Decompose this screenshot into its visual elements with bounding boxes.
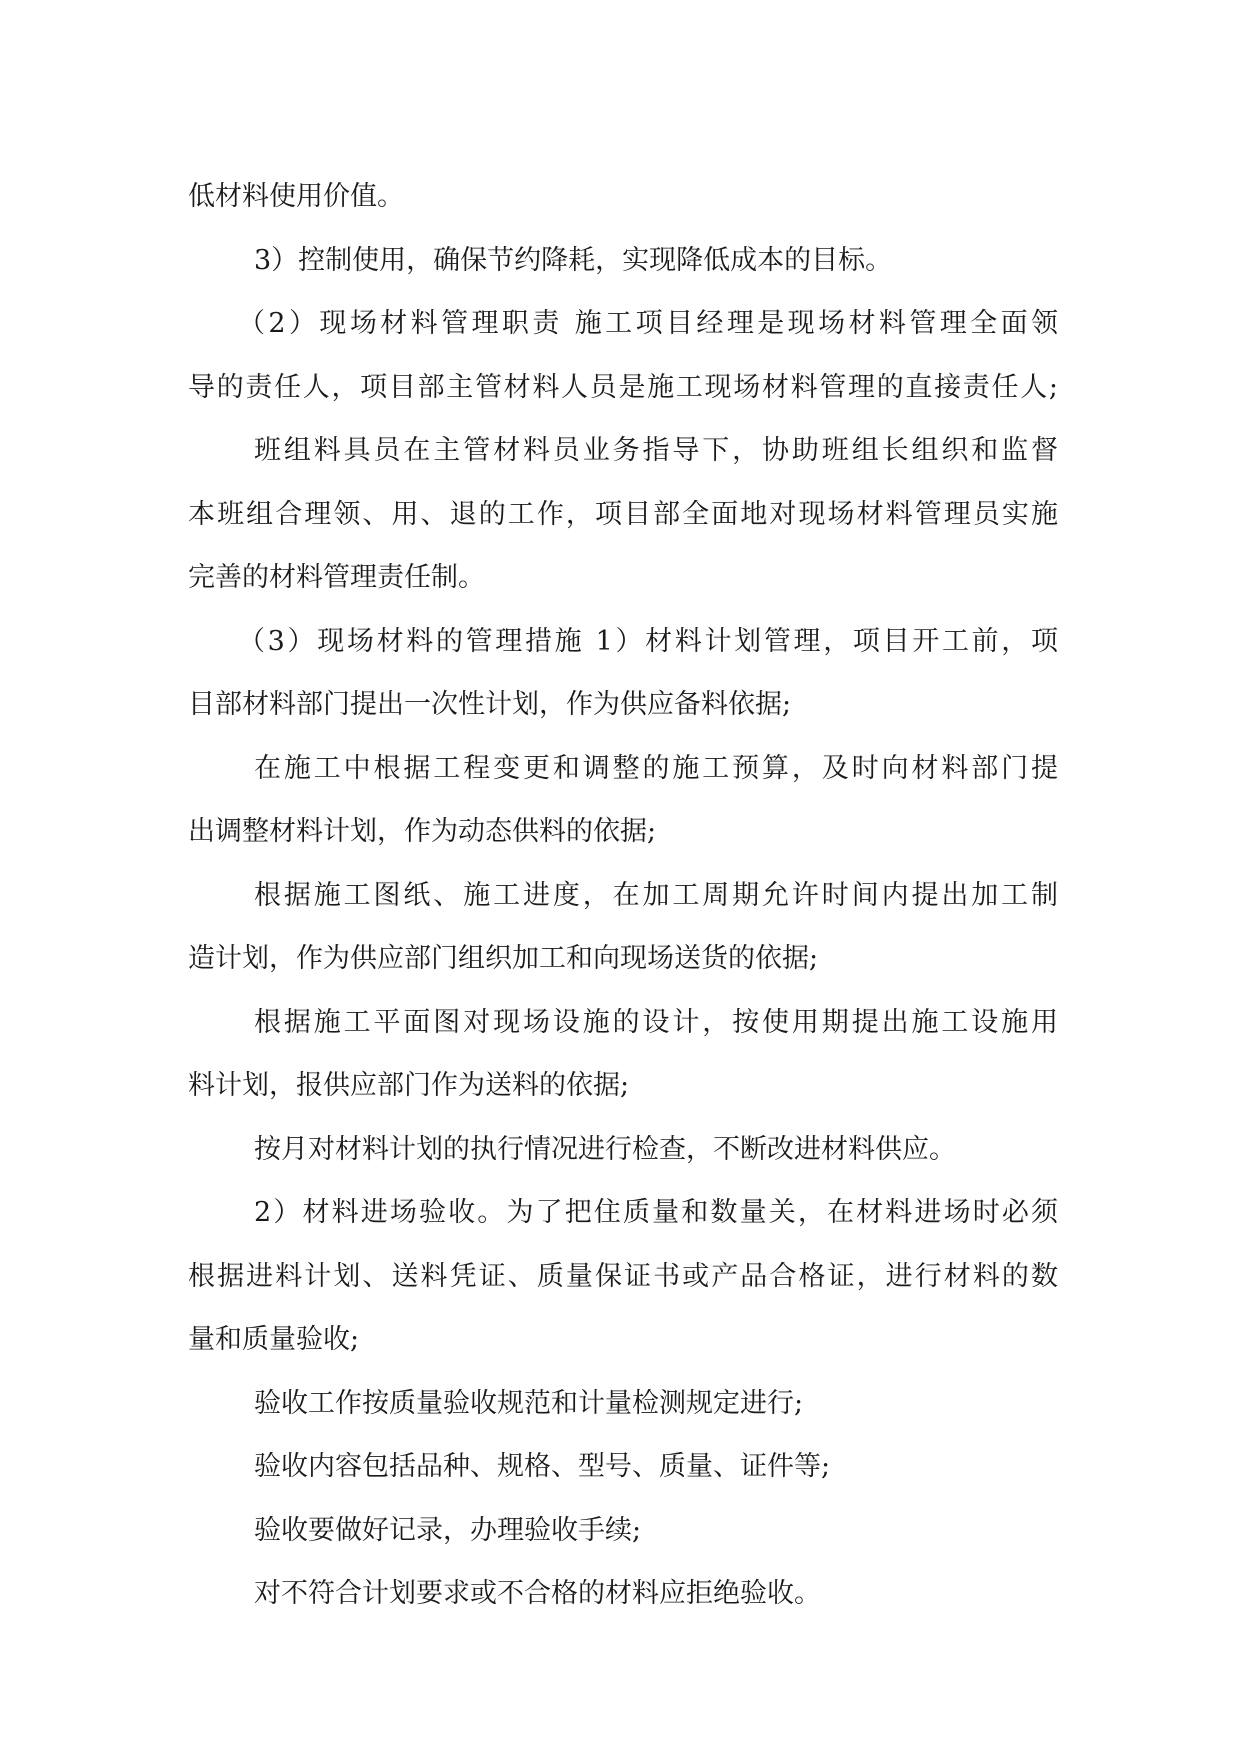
paragraph-line: 量和质量验收; bbox=[188, 1324, 360, 1355]
paragraph-line: 本班组合理领、用、退的工作，项目部全面地对现场材料管理员实施 bbox=[188, 498, 1058, 530]
paragraph-line: 验收工作按质量验收规范和计量检测规定进行; bbox=[254, 1387, 804, 1419]
paragraph-line: 对不符合计划要求或不合格的材料应拒绝验收。 bbox=[254, 1578, 821, 1609]
paragraph-line: 按月对材料计划的执行情况进行检查，不断改进材料供应。 bbox=[254, 1133, 956, 1165]
paragraph-line: （2）现场材料管理职责 施工项目经理是现场材料管理全面领 bbox=[238, 308, 1058, 339]
paragraph-line: 造计划，作为供应部门组织加工和向现场送货的依据; bbox=[188, 943, 819, 974]
paragraph-line: 料计划，报供应部门作为送料的依据; bbox=[188, 1070, 630, 1101]
paragraph-line: 2）材料进场验收。为了把住质量和数量关，在材料进场时必须 bbox=[254, 1197, 1058, 1228]
document-body bbox=[188, 165, 1058, 1626]
paragraph-line: 完善的材料管理责任制。 bbox=[188, 562, 485, 593]
paragraph-line: 低材料使用价值。 bbox=[188, 181, 404, 212]
paragraph-line: 班组料具员在主管材料员业务指导下，协助班组长组织和监督 bbox=[254, 435, 1058, 466]
paragraph-line: 3）控制使用，确保节约降耗，实现降低成本的目标。 bbox=[254, 244, 893, 276]
paragraph-line: 验收内容包括品种、规格、型号、质量、证件等; bbox=[254, 1451, 831, 1482]
paragraph-line: （3）现场材料的管理措施 1）材料计划管理，项目开工前，项 bbox=[238, 625, 1058, 657]
paragraph-line: 出调整材料计划，作为动态供料的依据; bbox=[188, 816, 657, 847]
paragraph-line: 在施工中根据工程变更和调整的施工预算，及时向材料部门提 bbox=[254, 752, 1058, 784]
paragraph-line: 根据施工平面图对现场设施的设计，按使用期提出施工设施用 bbox=[254, 1006, 1058, 1038]
paragraph-line: 根据进料计划、送料凭证、质量保证书或产品合格证，进行材料的数 bbox=[188, 1260, 1058, 1292]
paragraph-line: 导的责任人，项目部主管材料人员是施工现场材料管理的直接责任人; bbox=[188, 371, 1058, 403]
paragraph-line: 目部材料部门提出一次性计划，作为供应备料依据; bbox=[188, 689, 792, 720]
paragraph-line: 验收要做好记录，办理验收手续; bbox=[254, 1514, 642, 1546]
paragraph-line: 根据施工图纸、施工进度，在加工周期允许时间内提出加工制 bbox=[254, 879, 1058, 911]
